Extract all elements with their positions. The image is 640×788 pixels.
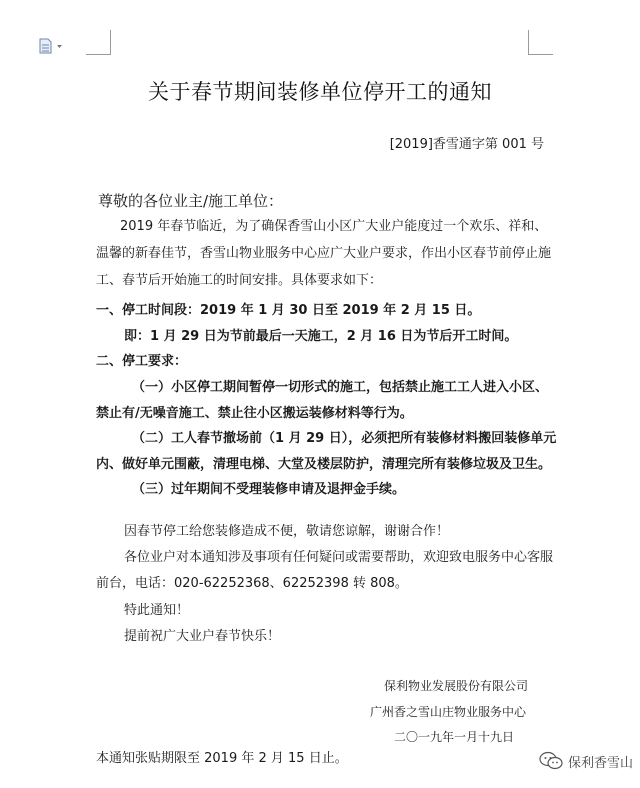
requirement-1: （一）小区停工期间暂停一切形式的施工，包括禁止施工工人进入小区、 — [132, 380, 549, 395]
document-number: [2019]香雪通字第 001 号 — [389, 137, 544, 152]
requirement-2-cont: 内、做好单元围蔽，清理电梯、大堂及楼层防护，清理完所有装修垃圾及卫生。 — [96, 457, 552, 472]
closing-wish: 提前祝广大业户春节快乐！ — [124, 629, 281, 644]
document-menu[interactable] — [38, 38, 66, 54]
margin-mark-top-right — [528, 30, 553, 55]
document-icon — [38, 38, 66, 54]
document-title: 关于春节期间装修单位停开工的通知 — [148, 80, 492, 104]
margin-mark-top-left — [86, 30, 111, 55]
closing-apology: 因春节停工给您装修造成不便，敬请您谅解，谢谢合作！ — [124, 524, 450, 539]
section-2-heading: 二、停工要求： — [96, 354, 188, 369]
intro-line: 工、春节后开始施工的时间安排。具体要求如下： — [96, 273, 383, 288]
signature-date: 二〇一九年一月十九日 — [394, 730, 515, 744]
closing-contact-cont: 前台，电话：020-62252368、62252398 转 808。 — [96, 576, 408, 591]
requirement-2: （二）工人春节撤场前（1 月 29 日），必须把所有装修材料搬回装修单元 — [132, 431, 557, 446]
intro-line: 2019 年春节临近，为了确保香雪山小区广大业户能度过一个欢乐、祥和、 — [120, 219, 548, 234]
closing-notice: 特此通知！ — [124, 603, 190, 618]
requirement-3: （三）过年期间不受理装修申请及退押金手续。 — [132, 482, 406, 497]
signature-center: 广州香之雪山庄物业服务中心 — [370, 705, 527, 719]
section-1-note: 即：1 月 29 日为节前最后一天施工，2 月 16 日为节后开工时间。 — [124, 329, 518, 344]
chevron-down-icon — [57, 45, 62, 48]
wechat-icon — [538, 750, 564, 772]
salutation: 尊敬的各位业主/施工单位： — [98, 192, 284, 210]
watermark — [538, 750, 633, 772]
watermark-label: 保利香雪山 — [568, 755, 634, 771]
signature-company: 保利物业发展股份有限公司 — [384, 679, 529, 693]
intro-line: 温馨的新春佳节，香雪山物业服务中心应广大业户要求，作出小区春节前停止施 — [96, 246, 552, 261]
section-1-heading: 一、停工时间段：2019 年 1 月 30 日至 2019 年 2 月 15 日。 — [96, 303, 481, 318]
posting-period: 本通知张贴期限至 2019 年 2 月 15 日止。 — [96, 751, 348, 766]
requirement-1-cont: 禁止有/无噪音施工、禁止往小区搬运装修材料等行为。 — [96, 406, 413, 421]
closing-contact: 各位业户对本通知涉及事项有任何疑问或需要帮助，欢迎致电服务中心客服 — [124, 550, 554, 565]
